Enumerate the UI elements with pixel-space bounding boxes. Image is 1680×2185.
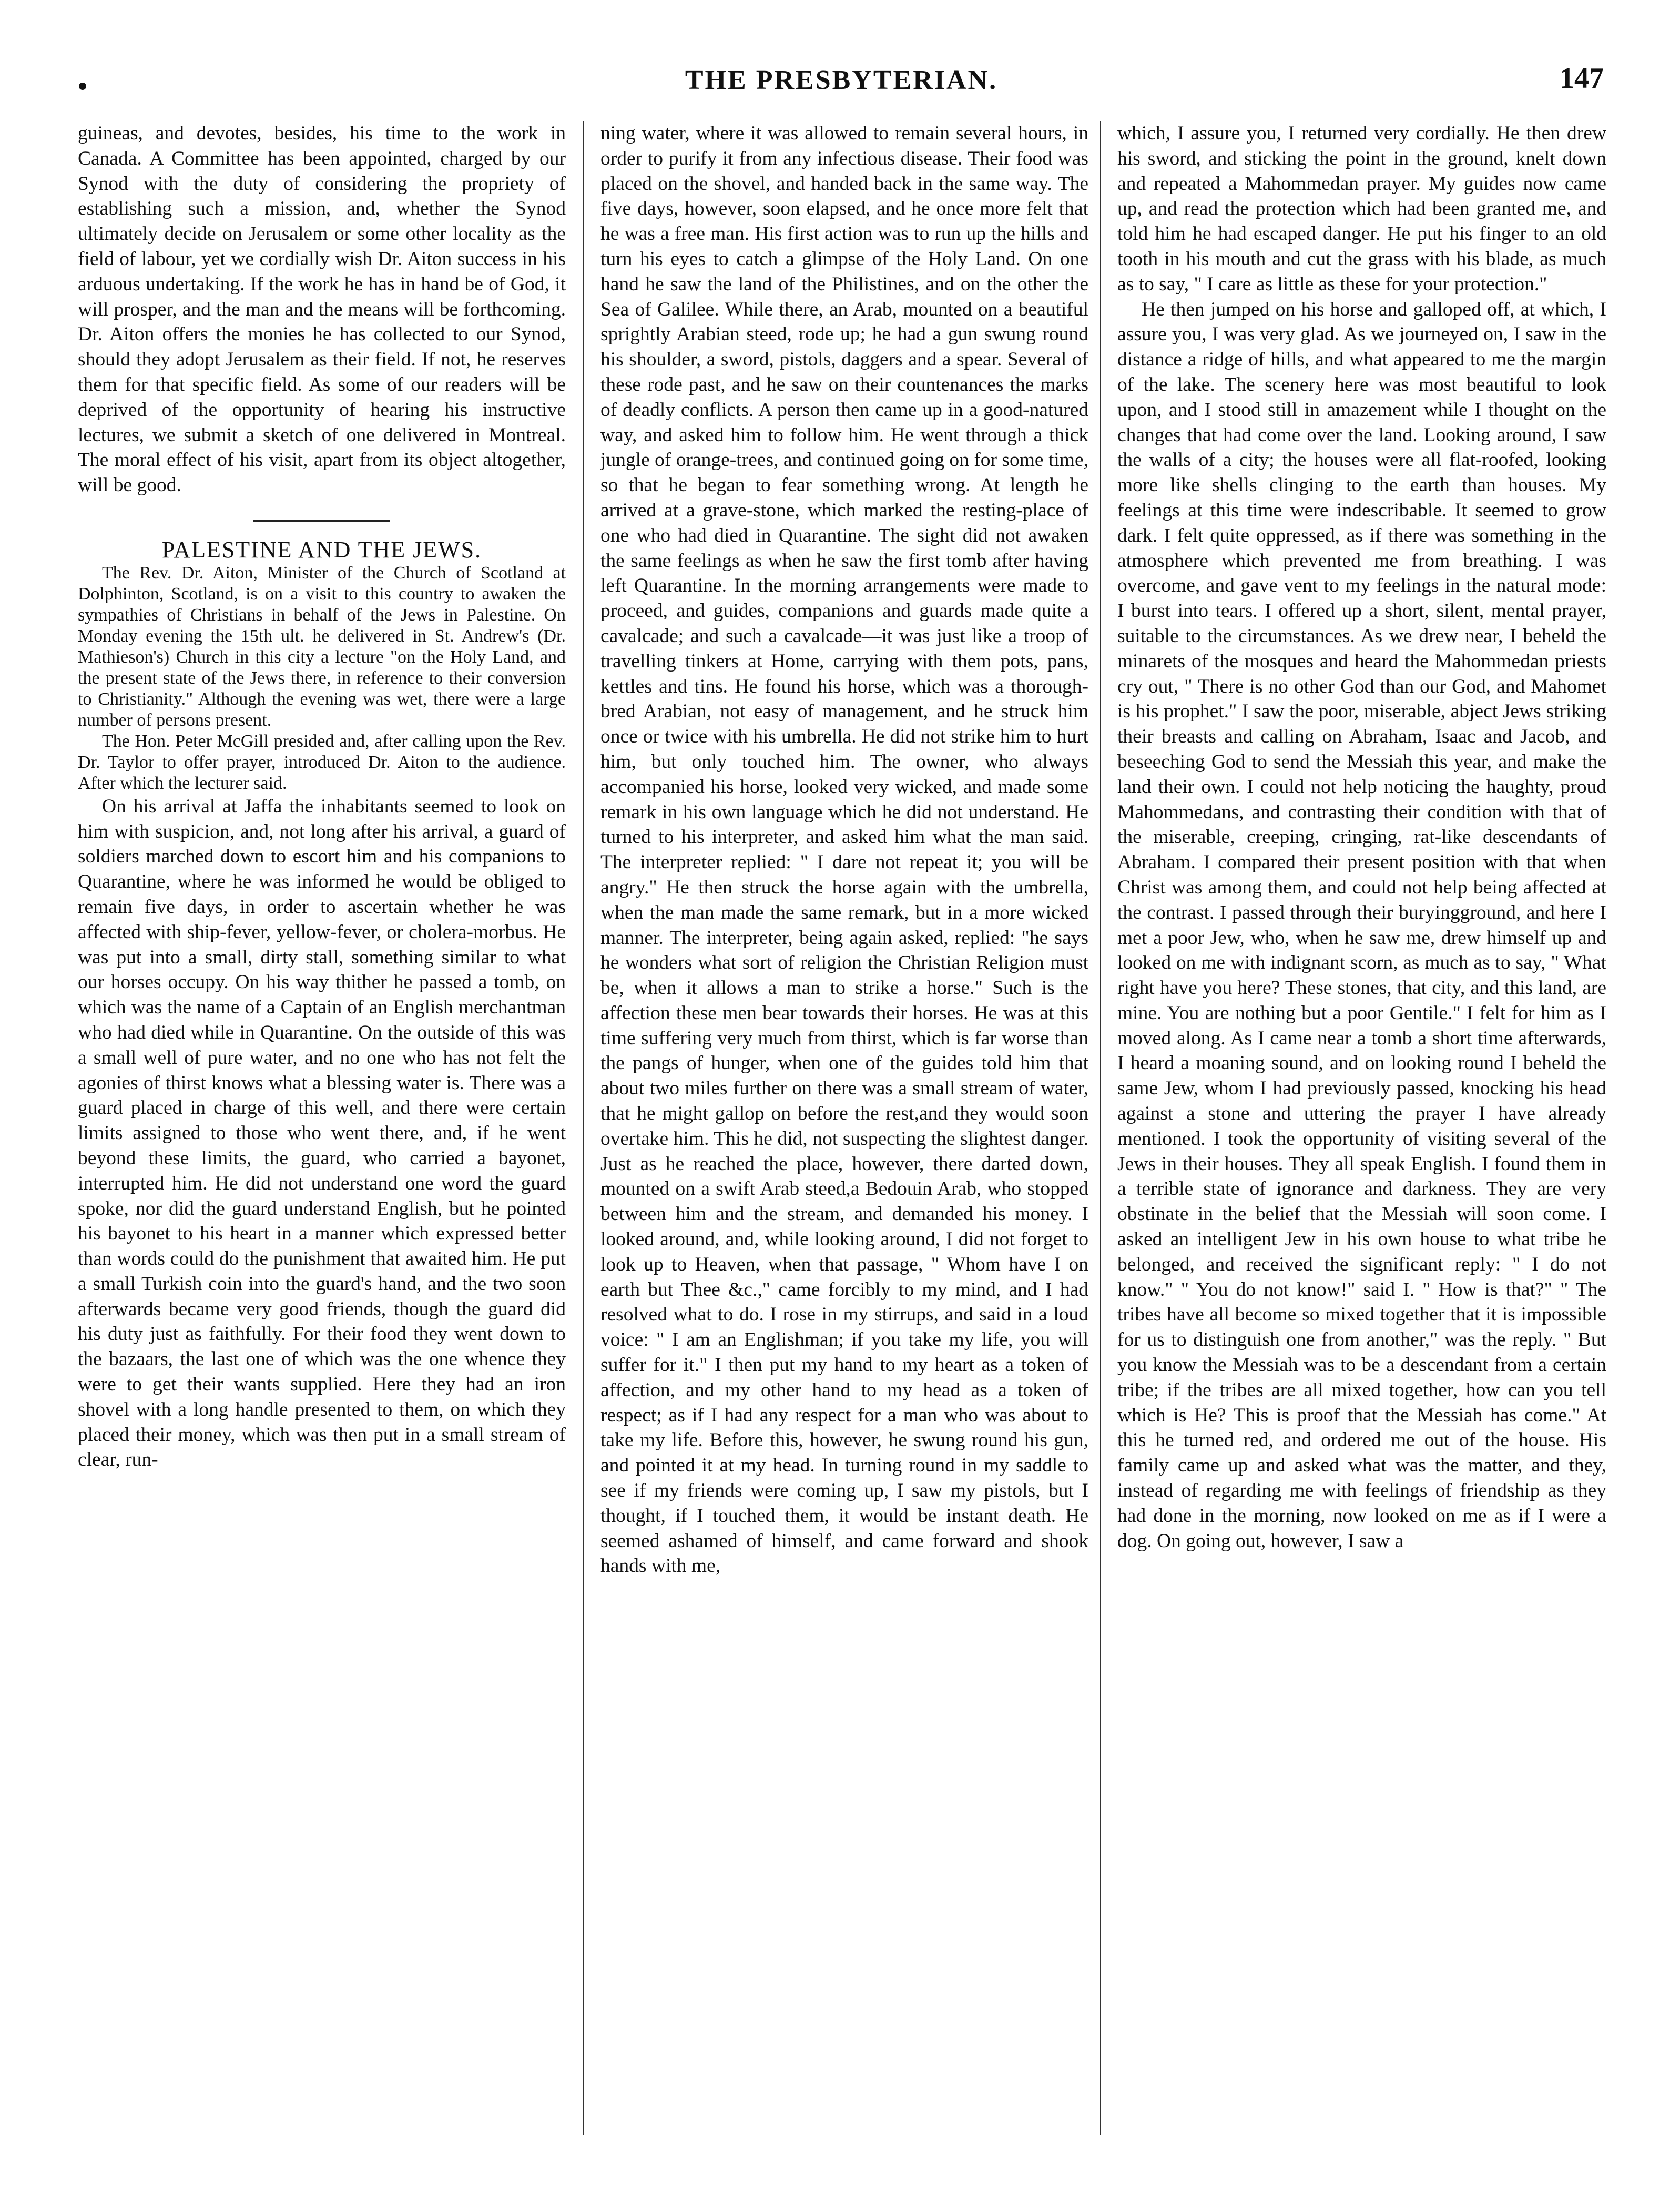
column-2	[600, 121, 1088, 2156]
paragraph: On his arrival at Jaffa the inhabitants seemed to look on him with suspicion, and, not long after his arrival, a guard of soldiers marched down to escort him and his companions to Quarantine, where he was informed he would be obliged to remain five days, in order to ascertain whether he was affected with ship-fever, yellow-fever, or cholera-morbus. He was put into a small, dirty stall, something similar to what our horses occupy. On his way thither he passed a tomb, on which was the name of a Captain of an English merchantman who had died while in Quarantine. On the outside of this was a small well of pure water, and no one who has not felt the agonies of thirst knows what a blessing water is. There was a guard placed in charge of this well, and there were certain limits assigned to those who went there, and, if he went beyond these limits, the guard, who carried a bayonet, interrupted him. He did not understand one word the guard spoke, nor did the guard understand English, but he pointed his bayonet to his heart in a manner which expressed better than words could do the punishment that awaited him. He put a small Turkish coin into the guard's hand, and the two soon afterwards became very good friends, though the guard did his duty just as faithfully. For their food they went down to the bazaars, the last one of which was the one whence they were to get their wants supplied. Here they had an iron shovel with a long handle presented to them, on which they placed their money, which was then put in a small stream of clear, run-	[78, 795, 566, 1471]
column-1	[78, 121, 566, 2156]
section-divider	[253, 520, 390, 522]
page-header	[79, 50, 1604, 108]
column-rule	[583, 121, 584, 2135]
page-number: 147	[1560, 62, 1604, 95]
paragraph: The Rev. Dr. Aiton, Minister of the Church of Scotland at Dolphinton, Scotland, is on a visit to this country to awaken the sympathies of Christians in behalf of the Jews in Palestine. On Monday evening the 15th ult. he delivered in St. Andrew's (Dr. Mathieson's) Church in this city a lecture "on the Holy Land, and the present state of the Jews there, in reference to their conversion to Christianity." Although the evening was wet, there were a large number of persons present.	[78, 563, 566, 730]
running-title: THE PRESBYTERIAN.	[685, 65, 998, 95]
paragraph: He then jumped on his horse and galloped off, at which, I assure you, I was very glad. As we journeyed on, I saw in the distance a ridge of hills, and what appeared to me the margin of the lake. The scenery here was most beautiful to look upon, and I stood still in amazement while I thought on the changes that had come over the land. Looking around, I saw the walls of a city; the houses were all flat-roofed, looking more like shells clinging to the earth than houses. My feelings at this time were indescribable. It seemed to grow dark. I felt quite oppressed, as if there was something in the atmosphere which prevented me from breathing. I was overcome, and gave vent to my feelings in the natural mode: I burst into tears. I offered up a short, silent, mental prayer, suitable to the circumstances. As we drew near, I beheld the minarets of the mosques and heard the Mahommedan priests cry out, " There is no other God than our God, and Mahomet is his prophet." I saw the poor, miserable, abject Jews striking their breasts and calling on Abraham, Isaac and Jacob, and beseeching God to send the Messiah this year, and make the land their own. I could not help noticing the haughty, proud Mahommedans, and contrasting their condition with that of the miserable, creeping, cringing, rat-like descendants of Abraham. I compared their present position with that when Christ was among them, and could not help being affected at the contrast. I passed through their buryingground, and here I met a poor Jew, who, when he saw me, drew himself up and looked on me with indignant scorn, as much as to say, " What right have you here? These stones, that city, and this land, are mine. You are nothing but a poor Gentile." I felt for him as I moved along. As I came near a tomb a short time afterwards, I heard a moaning sound, and on looking round I beheld the same Jew, whom I had previously passed, knocking his head against a stone and uttering the prayer I have already mentioned. I took the opportunity of visiting several of the Jews in their houses. They all speak English. I found them in a terrible state of ignorance and darkness. They are very obstinate in the belief that the Messiah will soon come. I asked an intelligent Jew in his own house to what tribe he belonged, and received the significant reply: " I do not know." " You do not know!" said I. " How is that?" " The tribes have all become so mixed together that it is impossible for us to distinguish one from another," was the reply. " But you know the Messiah was to be a descendant from a certain tribe; if the tribes are all mixed together, how can you tell which is He? This is proof that the Messiah has come." At this he turned red, and ordered me out of the house. His family came up and asked what was the matter, and they, instead of regarding me with feelings of friendship as they had done in the morning, now looked on me as if I were a dog. On going out, however, I saw a	[1117, 298, 1606, 1552]
paragraph: ning water, where it was allowed to remain several hours, in order to purify it from any infectious disease. Their food was placed on the shovel, and handed back in the same way. The five days, however, soon elapsed, and he once more felt that he was a free man. His first action was to run up the hills and turn his eyes to catch a glimpse of the Holy Land. On one hand he saw the land of the Philistines, and on the other the Sea of Galilee. While there, an Arab, mounted on a beautiful sprightly Arabian steed, rode up; he had a gun swung round his shoulder, a sword, pistols, daggers and a spear. Several of these rode past, and he saw on their countenances the marks of deadly conflicts. A person then came up in a good-natured way, and asked him to follow him. He went through a thick jungle of orange-trees, and continued going on for some time, so that he began to fear something wrong. At length he arrived at a grave-stone, which marked the resting-place of one who had died in Quarantine. The sight did not awaken the same feelings as when he saw the first tomb after having left Quarantine. In the morning arrangements were made to proceed, and guides, companions and guards made quite a cavalcade; and such a cavalcade—it was just like a troop of travelling tinkers at Home, carrying with them pots, pans, kettles and tins. He found his horse, which was a thorough-bred Arabian, not easy of management, and he struck him once or twice with his umbrella. He did not strike him to hurt him, but only touched him. The owner, who always accompanied his horse, looked very wicked, and made some remark in his own language which he did not understand. He turned to his interpreter, and asked him what the man said. The interpreter replied: " I dare not repeat it; you will be angry." He then struck the horse again with the umbrella, when the man made the same remark, but in a more wicked manner. The interpreter, being again asked, replied: "he says he wonders what sort of religion the Christian Religion must be, when it allows a man to strike a horse." Such is the affection these men bear towards their horses. He was at this time suffering very much from thirst, which is far worse than the pangs of hunger, when one of the guides told him that about two miles further on there was a small stream of water, that he might gallop on before the rest,and they would soon overtake him. This he did, not suspecting the slightest danger. Just as he reached the place, however, there darted down, mounted on a swift Arab steed,a Bedouin Arab, who stopped between him and the stream, and demanded his money. I looked around, and, while looking around, I did not forget to look up to Heaven, when that passage, " Whom have I on earth but Thee &c.," came forcibly to my mind, and I had resolved what to do. I rose in my stirrups, and said in a loud voice: " I am an Englishman; if you take my life, you will suffer for it." I then put my hand to my heart as a token of affection, and my other hand to my head as a token of respect; as if I had any respect for a man who was about to take my life. Before this, however, he swung round his gun, and pointed it at my head. In turning round in my saddle to see if my friends were coming up, I saw my pistols, but I thought, if I touched them, it would be instant death. He seemed ashamed of himself, and came forward and shook hands with me,	[600, 123, 1088, 1577]
column-3	[1117, 121, 1606, 2156]
column-rule	[1100, 121, 1101, 2135]
paragraph: guineas, and devotes, besides, his time to the work in Canada. A Committee has been appointed, charged by our Synod with the duty of considering the propriety of establishing such a mission, and, whether the Synod ultimately decide on Jerusalem or some other locality as the field of labour, yet we cordially wish Dr. Aiton success in his arduous undertaking. If the work he has in hand be of God, it will prosper, and the man and the means will be forthcoming. Dr. Aiton offers the monies he has collected to our Synod, should they adopt Jerusalem as their field. If not, he reserves them for that specific field. As some of our readers will be deprived of the opportunity of hearing his instructive lectures, we submit a sketch of one delivered in Montreal. The moral effect of his visit, apart from its object altogether, will be good.	[78, 123, 566, 496]
paragraph: which, I assure you, I returned very cordially. He then drew his sword, and sticking the point in the ground, knelt down and repeated a Mahommedan prayer. My guides now came up, and read the protection which had been granted me, and told him he had escaped danger. He put his finger to an old tooth in his mouth and cut the grass with his blade, as much as to say, " I care as little as these for your protection."	[1117, 123, 1606, 295]
paragraph: The Hon. Peter McGill presided and, after calling upon the Rev. Dr. Taylor to offer prayer, introduced Dr. Aiton to the audience. After which the lecturer said.	[78, 731, 566, 793]
article-heading: PALESTINE AND THE JEWS.	[161, 536, 482, 563]
